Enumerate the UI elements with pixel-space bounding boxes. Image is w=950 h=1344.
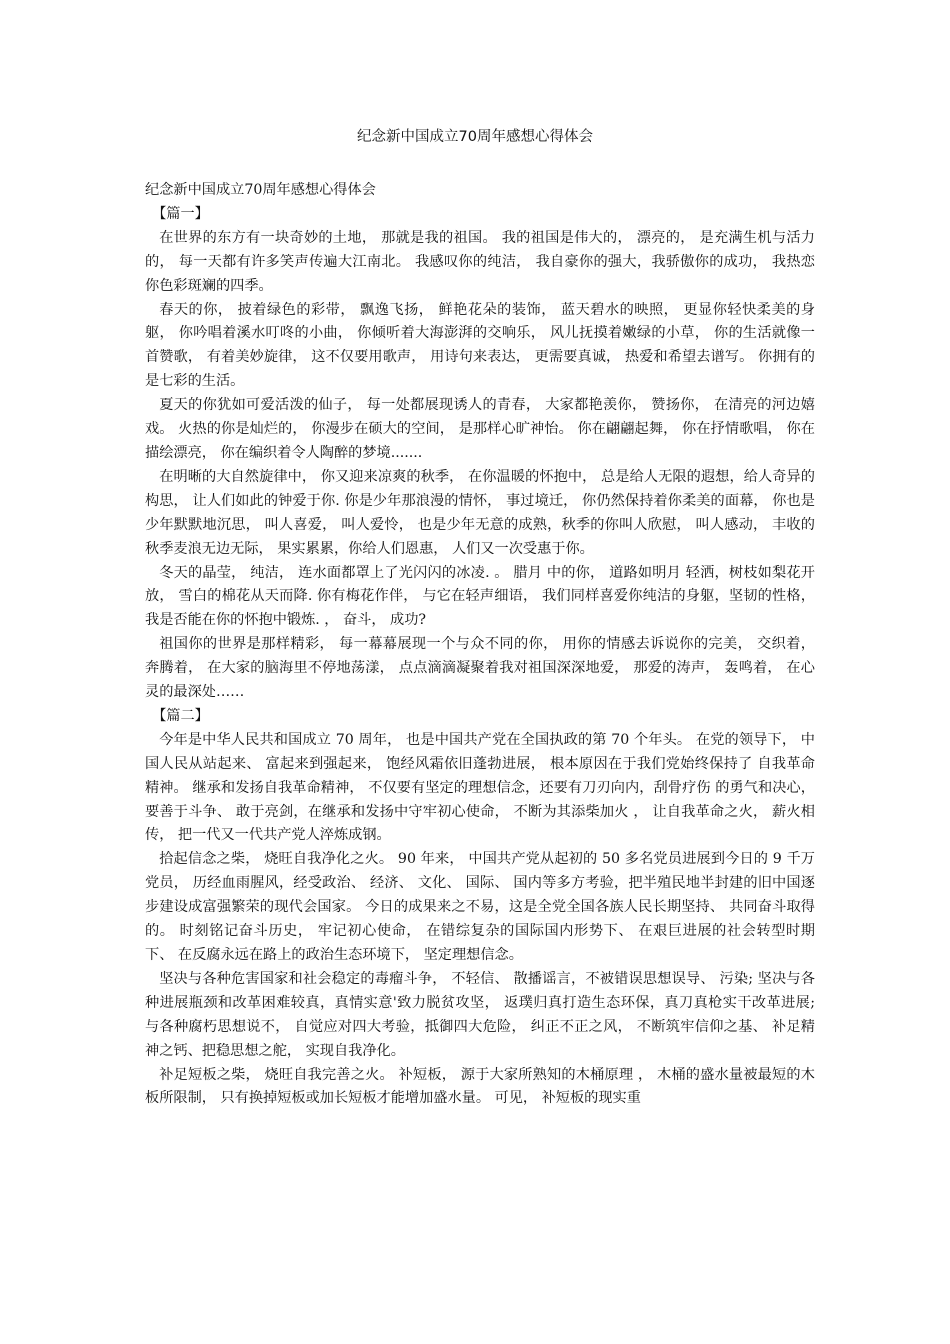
- paragraph: 夏天的你犹如可爱活泼的仙子， 每一处都展现诱人的青春， 大家都艳羡你， 赞扬你， 在清亮的河边嬉戏。 火热的你是灿烂的， 你漫步在硕大的空间， 是那样心旷神怡。 你在翩翩起舞， 你在抒情歌唱， 你在描绘漂亮， 你在编织着令人陶醉的梦境.......: [145, 397, 815, 461]
- paragraph: 在明晰的大自然旋律中， 你又迎来凉爽的秋季， 在你温暖的怀抱中， 总是给人无限的遐想，给人奇异的构思， 让人们如此的钟爱于你. 你是少年那浪漫的情怀， 事过境迁， 你仍然保持着你柔美的面幕， 你也是少年默默地沉思， 叫人喜爱， 叫人爱怜， 也是少年无意的成熟，秋季的你叫人欣慰， 叫人感动， 丰收的秋季麦浪无边无际， 果实累累，你给人们恩惠， 人们又一次受惠于你。: [145, 468, 815, 557]
- section-heading-2: 【篇二】: [152, 707, 209, 724]
- section-heading-1: 【篇一】: [152, 205, 209, 222]
- paragraph: 冬天的晶莹， 纯洁， 连水面都罩上了光闪闪的冰凌. 。 腊月 中的你， 道路如明月 轻洒，树枝如梨花开放， 雪白的棉花从天而降. 你有梅花作伴， 与它在轻声细语， 我们同样喜爱你纯洁的身躯，坚韧的性格， 我是否能在你的怀抱中锻炼. ， 奋斗， 成功?: [145, 564, 815, 629]
- paragraph: 坚决与各种危害国家和社会稳定的毒瘤斗争， 不轻信、 散播谣言，不被错误思想误导、 污染; 坚决与各种进展瓶颈和改革困难较真，真情实意'致力脱贫攻坚， 返璞归真打造生态环保，真刀真枪实干改革进展; 与各种腐朽思想说不， 自觉应对四大考验，抵御四大危险， 纠正不正之风， 不断筑牢信仰之基、 补足精神之钙、把稳思想之舵， 实现自我净化。: [145, 970, 815, 1059]
- document-body: [145, 179, 815, 1111]
- paragraph: 祖国你的世界是那样精彩， 每一幕幕展现一个与众不同的你， 用你的情感去诉说你的完美， 交织着， 奔腾着， 在大家的脑海里不停地荡漾， 点点滴滴凝聚着我对祖国深深地爱， 那爱的涛声， 轰鸣着， 在心灵的最深处……: [145, 636, 815, 701]
- document-subtitle: 纪念新中国成立70周年感想心得体会: [145, 182, 376, 198]
- paragraph: 在世界的东方有一块奇妙的土地， 那就是我的祖国。 我的祖国是伟大的， 漂亮的， 是充满生机与活力的， 每一天都有许多笑声传遍大江南北。 我感叹你的纯洁， 我自豪你的强大，我骄傲你的成功， 我热恋你色彩斑斓的四季。: [145, 229, 815, 294]
- paragraph: 补足短板之柴， 烧旺自我完善之火。 补短板， 源于大家所熟知的木桶原理 ， 木桶的盛水量被最短的木板所限制， 只有换掉短板或加长短板才能增加盛水量。 可见， 补短板的现实重: [145, 1066, 815, 1107]
- paragraph: 今年是中华人民共和国成立 70 周年， 也是中国共产党在全国执政的第 70 个年头。 在党的领导下， 中国人民从站起来、 富起来到强起来， 饱经风霜依旧蓬勃进展， 根本原因在于我们党始终保持了 自我革命精神。 继承和发扬自我革命精神， 不仅要有坚定的理想信念，还要有刀刃向内，刮骨疗伤 的勇气和决心， 要善于斗争、 敢于亮剑，在继承和发扬中守牢初心使命， 不断为其添柴加火 ， 让自我革命之火， 薪火相传， 把一代又一代共产党人淬炼成钢。: [145, 731, 815, 844]
- paragraph: 春天的你， 披着绿色的彩带， 飘逸飞扬， 鲜艳花朵的装饰， 蓝天碧水的映照， 更显你轻快柔美的身躯， 你吟唱着溪水叮咚的小曲， 你倾听着大海澎湃的交响乐， 风儿抚摸着嫩绿的小草， 你的生活就像一首赞歌， 有着美妙旋律， 这不仅要用歌声， 用诗句来表达， 更需要真诚， 热爱和希望去谱写。 你拥有的是七彩的生活。: [145, 301, 815, 390]
- page-title: 纪念新中国成立70周年感想心得体会: [357, 129, 593, 145]
- paragraph: 拾起信念之柴， 烧旺自我净化之火。 90 年来， 中国共产党从起初的 50 多名党员进展到今日的 9 千万党员， 历经血雨腥风，经受政治、 经济、 文化、 国际、 国内等多方考验，把半殖民地半封建的旧中国逐步建设成富强繁荣的现代会国家。 今日的成果来之不易，这是全党全国各族人民长期坚持、 共同奋斗取得的。 时刻铭记奋斗历史， 牢记初心使命， 在错综复杂的国际国内形势下、 在艰巨进展的社会转型时期下、 在反腐永远在路上的政治生态环境下， 坚定理想信念。: [145, 851, 815, 963]
